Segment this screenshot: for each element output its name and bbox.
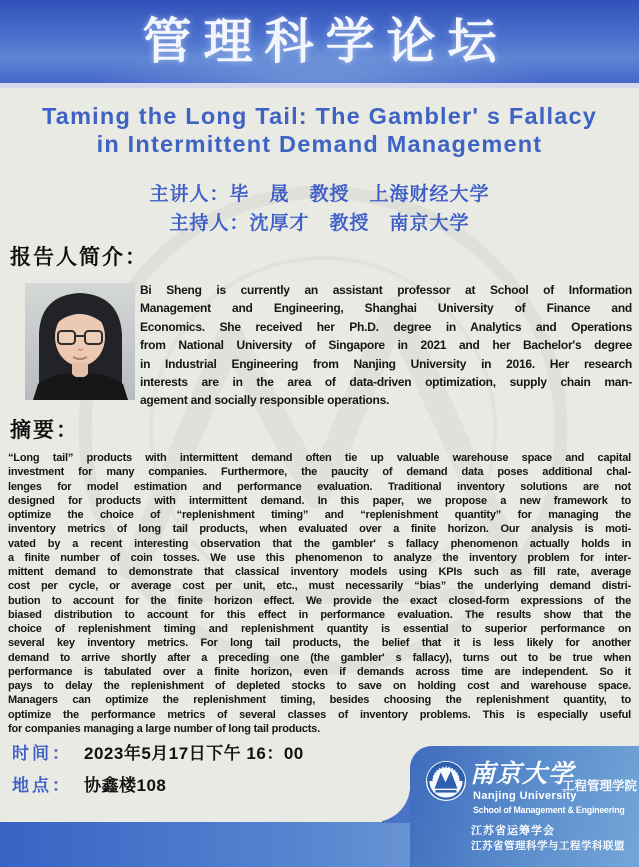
location-value: 协鑫楼108 bbox=[84, 776, 167, 795]
speaker-photo bbox=[25, 283, 135, 400]
bio-line: Economics. She received her Ph.D. degree in Analytics and Operations bbox=[140, 319, 632, 334]
abstract-line: inventory metrics of long tail products, when evaluated over a finite horizon. Our analysis is moti- bbox=[8, 523, 631, 536]
abstract-line: bution to account for the finite horizon effect. We provide the exact closed-form expressions of the bbox=[8, 594, 631, 607]
bio-line: Bi Sheng is currently an assistant professor at School of Information bbox=[140, 283, 632, 297]
abstract-line: investment for many companies. Furthermore, the paucity of demand data poses additional chal- bbox=[8, 466, 631, 479]
abstract-line: several key inventory metrics. For long tail products, the belief that it is less likely for another bbox=[8, 637, 631, 650]
abstract-line: mittent demand to demonstrate that classical inventory models using KPIs such as fill rate, average bbox=[8, 566, 631, 578]
abstract-line: for companies managing a large number of long tail products. bbox=[8, 722, 320, 735]
bio-line: Management and Engineering, Shanghai University of Finance and bbox=[140, 301, 632, 316]
host-line: 主持人：沈厚才 教授 南京大学 bbox=[169, 213, 470, 234]
time-label: 时间： bbox=[12, 744, 72, 763]
abstract-line: choice of replenishment timing and replenishment quantity is essential to superior performance on bbox=[8, 623, 631, 635]
seminar-title-line1: Taming the Long Tail: The Gambler' s Fallacy bbox=[41, 103, 598, 129]
abstract-line: biased distribution to account for this effect in performance evaluation. The results show that the bbox=[8, 608, 631, 621]
university-seal-icon bbox=[425, 760, 467, 802]
abstract-line: performance is tabulated over a finite horizon, even if demands across time are independent. So it bbox=[8, 665, 631, 678]
school-name-en: School of Management & Engineering bbox=[473, 805, 625, 815]
abstract-line: Managers can optimize the replenishment timing, besides choosing the replenishment quantity, to bbox=[8, 694, 631, 707]
bio-heading: 报告人简介： bbox=[10, 246, 148, 269]
school-name-cn: 工程管理学院 bbox=[562, 779, 638, 793]
abstract-line: optimize the performance metrics of several classes of inventory problems. This is especially useful bbox=[8, 708, 631, 721]
abstract-heading: 摘要： bbox=[10, 419, 79, 442]
bio-text bbox=[140, 281, 632, 410]
bio-line: interests are in the area of data-driven optimization, supply chain man- bbox=[140, 375, 632, 390]
abstract-line: a finite number of coin tosses. We use this phenomenon to analyze the inventory problem for inter- bbox=[8, 551, 631, 564]
location-row bbox=[12, 771, 166, 796]
abstract-line: optimize the choice of “replenishment timing” and “replenishment quantity” for managing the bbox=[8, 509, 631, 521]
abstract-line: designed for products with intermittent demand. In this paper, we propose a new framework to bbox=[8, 494, 631, 507]
bio-line: in Industrial Engineering from Nanjing University in 2016. Her research bbox=[140, 356, 632, 371]
time-row bbox=[12, 739, 304, 764]
bio-line: from National University of Singapore in 2021 and her Bachelor's degree bbox=[140, 338, 632, 353]
banner-divider bbox=[0, 83, 639, 88]
bio-line: agement and socially responsible operations. bbox=[140, 393, 390, 408]
university-name-script: 南京大学 bbox=[470, 761, 575, 788]
forum-banner-title: 管理科学论坛 bbox=[142, 14, 509, 69]
abstract-line: demand to arrive shortly after a preceding one (the gambler' s fallacy), turns out to be true when bbox=[8, 651, 631, 664]
speaker-line: 主讲人：毕 晟 教授 上海财经大学 bbox=[149, 184, 490, 205]
abstract-line: pays to delay the replenishment of depleted stocks to save on holding cost and warehouse space. bbox=[8, 680, 631, 692]
speaker-block bbox=[0, 180, 639, 238]
abstract-line: vated by a recent interesting observation that the gambler' s fallacy phenomenon actually holds in bbox=[8, 537, 631, 550]
affiliation-society: 江苏省运筹学会 bbox=[471, 825, 555, 837]
photo-glasses bbox=[58, 331, 75, 344]
abstract-text bbox=[8, 451, 631, 736]
abstract-line: “Long tail” products with intermittent demand often tie up valuable warehouse space and capital bbox=[8, 452, 631, 464]
abstract-line: lenges for model estimation and performance evaluation. Traditional inventory solutions are not bbox=[8, 480, 631, 493]
affiliation-alliance: 江苏省管理科学与工程学科联盟 bbox=[471, 840, 625, 852]
location-label: 地点： bbox=[12, 776, 72, 795]
forum-banner bbox=[0, 0, 639, 83]
university-name-en: Nanjing University bbox=[473, 790, 577, 802]
abstract-line: cost per cycle, or average cost per unit, etc., must necessarily “bias” the underlying demand distri- bbox=[8, 580, 631, 593]
university-logo-box bbox=[410, 746, 639, 867]
seminar-title-line2: in Intermittent Demand Management bbox=[96, 131, 543, 157]
time-value: 2023年5月17日下午 16：00 bbox=[84, 744, 304, 763]
seminar-title bbox=[0, 102, 639, 158]
